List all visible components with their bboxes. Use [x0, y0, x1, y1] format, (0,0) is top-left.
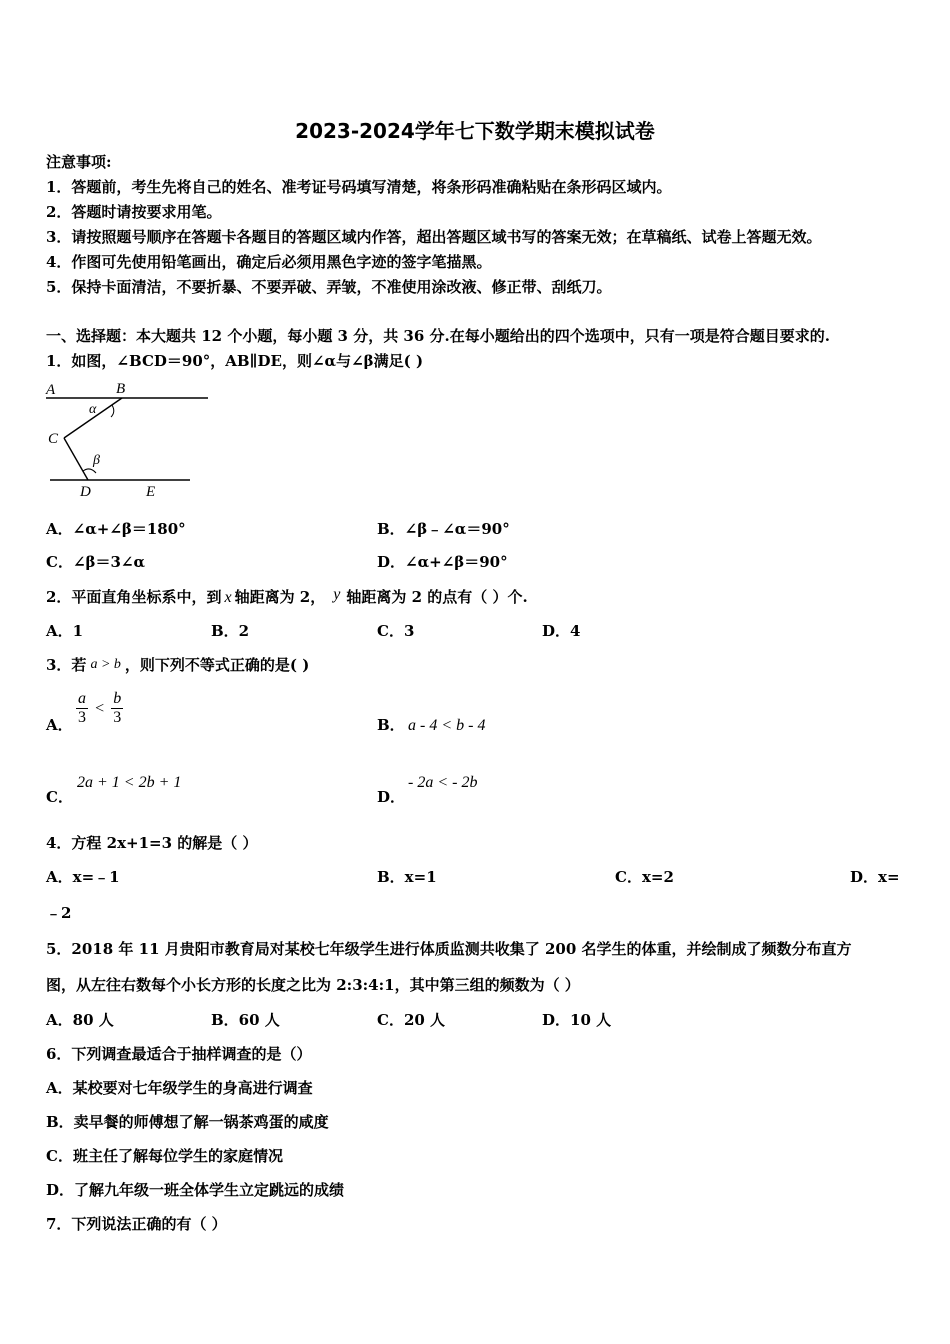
- question-1-option-d: D．∠α+∠β＝90°: [377, 553, 508, 571]
- angle-beta-arc: [83, 469, 96, 473]
- question-2-stem-a: 2．平面直角坐标系中，到: [46, 588, 222, 606]
- question-1-option-c: C．∠β＝3∠α: [46, 553, 146, 571]
- question-6-option-d: D．了解九年级一班全体学生立定跳远的成绩: [46, 1181, 345, 1199]
- var-y: y: [333, 586, 341, 603]
- question-2-option-c: C．3: [377, 622, 415, 640]
- question-2-stem: [46, 588, 528, 607]
- notice-item: 2．答题时请按要求用笔。: [46, 203, 222, 221]
- question-4-option-c: C．x=2: [615, 868, 674, 886]
- question-3-option-a-expr: [76, 690, 123, 727]
- question-4-option-a: A．x=﹣1: [46, 868, 120, 886]
- question-3-option-a-label: A．: [46, 716, 73, 734]
- label-d: D: [80, 484, 91, 500]
- label-alpha: α: [89, 402, 97, 417]
- angle-alpha-arc: [111, 405, 114, 417]
- question-1-figure: [40, 378, 220, 500]
- question-5-option-a: A．80 人: [46, 1011, 114, 1029]
- question-4-stem: 4．方程 2x+1=3 的解是（ ）: [46, 834, 258, 852]
- label-beta: β: [93, 453, 100, 468]
- question-2-option-b: B．2: [211, 622, 250, 640]
- question-5-option-b: B．60 人: [211, 1011, 280, 1029]
- question-2-option-d: D．4: [542, 622, 581, 640]
- segment-cd: [64, 438, 88, 480]
- less-than: <: [95, 699, 105, 717]
- question-5-option-c: C．20 人: [377, 1011, 446, 1029]
- question-3-option-d-expr: - 2a < - 2b: [408, 774, 478, 791]
- question-3-option-c-expr: 2a + 1 < 2b + 1: [77, 774, 182, 791]
- question-3-option-c-label: C．: [46, 788, 73, 806]
- label-b: B: [116, 381, 126, 397]
- question-3-stem-a: 3．若: [46, 656, 87, 674]
- question-5-option-d: D．10 人: [542, 1011, 612, 1029]
- question-6-stem: 6．下列调查最适合于抽样调查的是（）: [46, 1045, 312, 1063]
- var-x: x: [224, 589, 232, 606]
- label-a: A: [46, 382, 56, 398]
- page-title: 2023-2024学年七下数学期末模拟试卷: [295, 119, 655, 143]
- question-2-stem-c: 轴距离为 2 的点有（ ）个.: [346, 588, 528, 606]
- notice-item: 4．作图可先使用铅笔画出，确定后必须用黑色字迹的签字笔描黑。: [46, 253, 492, 271]
- question-3-stem-b: ，则下列不等式正确的是( ): [124, 656, 310, 674]
- question-3-option-b-expr: a - 4 < b - 4: [408, 717, 486, 734]
- fraction-b-over-3: $\frac{b}{3}$: [113, 690, 122, 726]
- question-1-option-a: A．∠α+∠β＝180°: [46, 520, 186, 538]
- notice-item: 3．请按照题号顺序在答题卡各题目的答题区域内作答，超出答题区域书写的答案无效；在草稿纸、试卷上答题无效。: [46, 228, 822, 246]
- notice-item: 5．保持卡面清洁，不要折暴、不要弄破、弄皱，不准使用涂改液、修正带、刮纸刀。: [46, 278, 612, 296]
- question-6-option-b: B．卖早餐的师傅想了解一锅茶鸡蛋的咸度: [46, 1113, 329, 1131]
- question-6-option-a: A．某校要对七年级学生的身高进行调查: [46, 1079, 313, 1097]
- question-2-option-a: A．1: [46, 622, 84, 640]
- question-4-option-d: D．x=: [850, 868, 900, 886]
- label-c: C: [48, 431, 59, 447]
- question-5-line2: 图，从左往右数每个小长方形的长度之比为 2:3:4:1，其中第三组的频数为（ ）: [46, 976, 580, 994]
- question-3-option-d-label: D．: [377, 788, 406, 806]
- notice-heading: 注意事项:: [46, 153, 112, 171]
- question-6-option-c: C．班主任了解每位学生的家庭情况: [46, 1147, 283, 1165]
- notice-item: 1．答题前，考生先将自己的姓名、准考证号码填写清楚，将条形码准确粘贴在条形码区域内。: [46, 178, 672, 196]
- question-3-condition: a > b: [90, 657, 121, 672]
- question-4-option-b: B．x=1: [377, 868, 437, 886]
- section-header: 一、选择题：本大题共 12 个小题，每小题 3 分，共 36 分.在每小题给出的四个选项中，只有一项是符合题目要求的.: [46, 327, 830, 345]
- question-4-option-d-cont: ﹣2: [46, 904, 72, 922]
- question-3-option-b-label: B．: [377, 716, 405, 734]
- fraction-a-over-3: $\frac{a}{3}$: [78, 690, 86, 726]
- question-3-stem: [46, 656, 309, 676]
- question-1-stem: 1．如图，∠BCD＝90°，AB∥DE，则∠α与∠β满足( ): [46, 352, 424, 370]
- question-7-stem: 7．下列说法正确的有（ ）: [46, 1215, 227, 1233]
- question-5-line1: 5．2018 年 11 月贵阳市教育局对某校七年级学生进行体质监测共收集了 200 名学生的体重，并绘制成了频数分布直方: [46, 940, 852, 958]
- label-e: E: [146, 484, 156, 500]
- question-2-stem-b: 轴距离为 2，: [234, 588, 326, 606]
- question-1-option-b: B．∠β﹣∠α＝90°: [377, 520, 510, 538]
